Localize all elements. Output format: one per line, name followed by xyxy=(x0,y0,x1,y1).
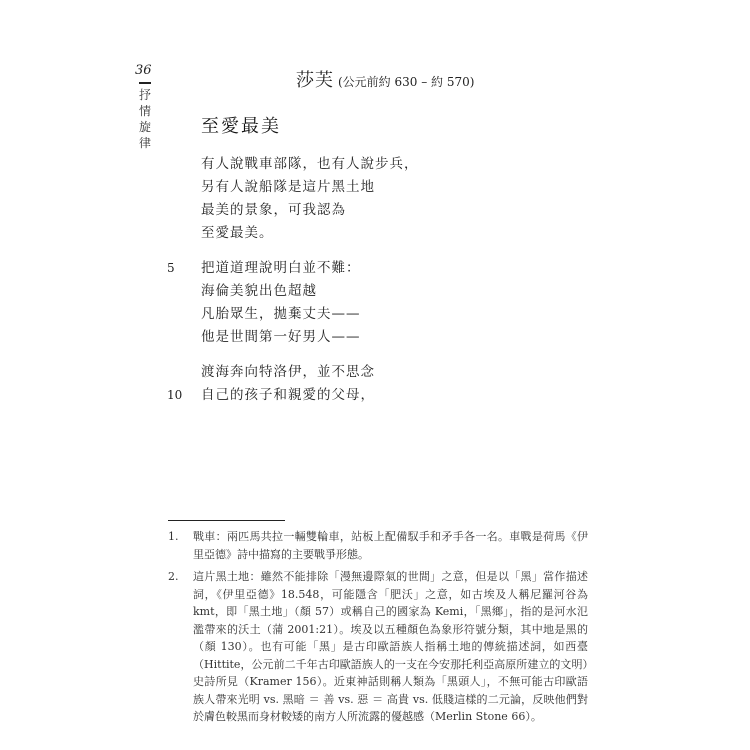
page-number: 36 xyxy=(135,63,152,78)
poem-line: 凡胎眾生，拋棄丈夫—— xyxy=(201,306,361,322)
running-header xyxy=(296,66,474,92)
poem-line: 他是世間第一好男人—— xyxy=(201,329,361,345)
stanza-3 xyxy=(167,361,375,407)
book-title-char: 旋 xyxy=(138,120,151,134)
footnote xyxy=(168,528,588,563)
footnote-text: 這片黑土地：雖然不能排除「漫無邊際氣的世間」之意，但是以「黑」當作描述詞，《伊里亞德》18.548，可能隱含「肥沃」之意，如古埃及人稱尼羅河谷為 kmt，即「黑土地」（顏 57）或稱自己的國家為 Kemi，「黑鄉」，指的是河水氾濫帶來的沃土（蒲 2001:21）。埃及以五種顏色為象形符號分類，其中地是黑的（顏 130）。也有可能「黑」是古印歐語族人指稱土地的傳統描述詞，如西臺（Hittite，公元前二千年古印歐語族人的一支在今安那托利亞高原所建立的文明）史詩所見（Kramer 156）。近東神話則稱人類為「黑頭人」，不無可能古印歐語族人帶來光明 vs. 黑暗 ＝ 善 vs. 惡 ＝ 高貴 vs. 低賤這樣的二元論，反映他們對於膚色較黑而身材較矮的南方人所流露的優越感（Merlin Stone 66）。 xyxy=(193,570,588,723)
book-title-char: 抒 xyxy=(138,88,151,102)
poem-line-text: 把道道理說明白並不難： xyxy=(201,260,361,276)
poem-line: 渡海奔向特洛伊，並不思念 xyxy=(201,364,375,380)
book-title-vertical xyxy=(138,87,152,151)
poem-line: 另有人說船隊是這片黑土地 xyxy=(201,179,375,195)
poem-line: 海倫美貌出色超越 xyxy=(201,283,317,299)
book-title-char: 情 xyxy=(138,104,151,118)
footnote-text: 戰車：兩匹馬共拉一輛雙輪車，站板上配備馭手和矛手各一名。車戰是荷馬《伊里亞德》詩中描寫的主要戰爭形態。 xyxy=(193,530,588,561)
stanza-2 xyxy=(167,257,361,349)
book-title-char: 律 xyxy=(138,136,151,150)
poem-line: 有人說戰車部隊，也有人說步兵， xyxy=(201,156,419,172)
sidebar-rule xyxy=(139,82,151,84)
footnote xyxy=(168,568,588,726)
line-number: 5 xyxy=(167,261,175,275)
poem-line: 至愛最美。 xyxy=(201,225,274,241)
footnote-number: 1. xyxy=(168,530,179,543)
footnote-rule xyxy=(168,520,285,521)
line-number: 10 xyxy=(167,388,183,402)
poet-name: 莎芙 xyxy=(296,70,334,91)
footnote-number: 2. xyxy=(168,570,179,583)
poem-line-5 xyxy=(167,257,361,280)
poem-line: 最美的景象，可我認為 xyxy=(201,202,346,218)
poet-dates: (公元前約 630 – 約 570) xyxy=(338,75,475,89)
poem-line-10 xyxy=(167,384,375,407)
poem-line-text: 自己的孩子和親愛的父母， xyxy=(201,387,375,403)
poem-title: 至愛最美 xyxy=(201,116,281,137)
footnotes xyxy=(168,528,588,731)
stanza-1 xyxy=(201,153,419,245)
